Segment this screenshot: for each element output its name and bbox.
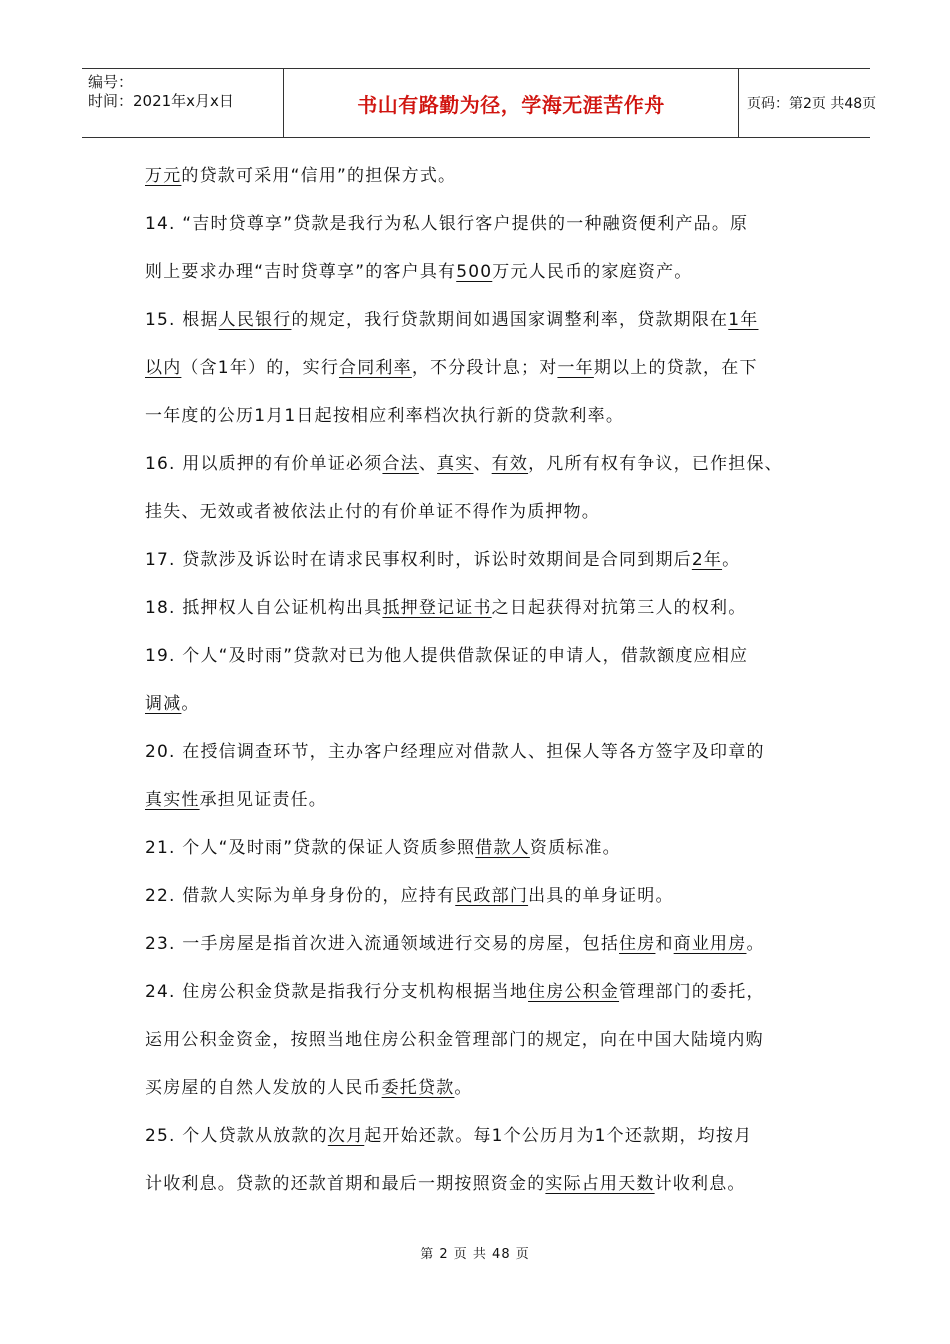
text-segment: 24. 住房公积金贷款是指我行分支机构根据当地 bbox=[145, 982, 529, 1002]
text-segment: 。 bbox=[722, 550, 741, 570]
text-line bbox=[145, 680, 817, 728]
text-line bbox=[145, 200, 817, 248]
text-line bbox=[145, 920, 817, 968]
text-line bbox=[145, 584, 817, 632]
header-motto-cell bbox=[283, 69, 739, 137]
text-segment: 20. 在授信调查环节，主办客户经理应对借款人、担保人等各方签字及印章的 bbox=[145, 742, 765, 762]
text-segment: 14. “吉时贷尊享”贷款是我行为私人银行客户提供的一种融资便利产品。原 bbox=[145, 214, 749, 234]
text-line bbox=[145, 488, 817, 536]
text-segment: 期以上的贷款，在下 bbox=[593, 358, 758, 378]
text-line bbox=[145, 824, 817, 872]
text-line bbox=[145, 968, 817, 1016]
underlined-answer: 1年 bbox=[728, 310, 759, 330]
text-segment: 18. 抵押权人自公证机构出具 bbox=[145, 598, 383, 618]
text-segment: 买房屋的自然人发放的人民币 bbox=[145, 1078, 382, 1098]
text-segment: 。 bbox=[454, 1078, 473, 1098]
text-line bbox=[145, 872, 817, 920]
text-segment: （含1年）的，实行 bbox=[181, 358, 340, 378]
underlined-answer: 真实 bbox=[437, 454, 474, 474]
text-segment: 16. 用以质押的有价单证必须 bbox=[145, 454, 383, 474]
text-line bbox=[145, 536, 817, 584]
text-segment: 的规定，我行贷款期间如遇国家调整利率，贷款期限在 bbox=[291, 310, 729, 330]
text-segment: 出具的单身证明。 bbox=[528, 886, 674, 906]
text-segment: 运用公积金资金，按照当地住房公积金管理部门的规定，向在中国大陆境内购 bbox=[145, 1030, 764, 1050]
text-segment: 计收利息。贷款的还款首期和最后一期按照资金的 bbox=[145, 1174, 546, 1194]
header-page-cell bbox=[739, 69, 877, 137]
text-line bbox=[145, 248, 817, 296]
text-line bbox=[145, 344, 817, 392]
text-segment: 管理部门的委托， bbox=[619, 982, 765, 1002]
underlined-answer: 2年 bbox=[691, 550, 723, 570]
text-segment: 的贷款可采用“信用”的担保方式。 bbox=[181, 166, 457, 186]
underlined-answer: 调减 bbox=[145, 694, 182, 714]
underlined-answer: 委托贷款 bbox=[381, 1078, 455, 1098]
text-segment: 19. 个人“及时雨”贷款对已为他人提供借款保证的申请人，借款额度应相应 bbox=[145, 646, 749, 666]
underlined-answer: 真实性 bbox=[145, 790, 200, 810]
text-line bbox=[145, 728, 817, 776]
underlined-answer: 民政部门 bbox=[455, 886, 529, 906]
text-segment: 一年度的公历1月1日起按相应利率档次执行新的贷款利率。 bbox=[145, 406, 625, 426]
document-date-label: 时间：2021年x月x日 bbox=[88, 92, 234, 110]
text-line bbox=[145, 1112, 817, 1160]
text-segment: 资质标准。 bbox=[529, 838, 621, 858]
text-segment: 23. 一手房屋是指首次进入流通领域进行交易的房屋，包括 bbox=[145, 934, 620, 954]
text-segment: 起开始还款。每1个公历月为1个还款期，均按月 bbox=[364, 1126, 753, 1146]
underlined-answer: 商业用房 bbox=[673, 934, 747, 954]
text-segment: 25. 个人贷款从放款的 bbox=[145, 1126, 328, 1146]
text-line bbox=[145, 1016, 817, 1064]
header-motto: 书山有路勤为径，学海无涯苦作舟 bbox=[357, 92, 665, 117]
text-line bbox=[145, 392, 817, 440]
underlined-answer: 次月 bbox=[327, 1126, 365, 1146]
page-footer: 第 2 页 共 48 页 bbox=[420, 1247, 530, 1262]
header-page-number: 页码：第2页 共48页 bbox=[747, 96, 877, 112]
text-segment: 、 bbox=[418, 454, 438, 474]
text-segment: 则上要求办理“吉时贷尊享”的客户具有 bbox=[145, 262, 457, 282]
underlined-answer: 以内 bbox=[145, 358, 182, 378]
document-header bbox=[82, 68, 877, 138]
text-segment: 。 bbox=[181, 694, 200, 714]
underlined-answer: 住房公积金 bbox=[528, 982, 620, 1002]
underlined-answer: 住房 bbox=[619, 934, 656, 954]
underlined-answer: 500 bbox=[456, 262, 493, 282]
text-segment: 、 bbox=[473, 454, 492, 474]
underlined-answer: 借款人 bbox=[475, 838, 530, 858]
text-line bbox=[145, 440, 817, 488]
text-segment: ，不分段计息；对 bbox=[411, 358, 558, 378]
text-segment: 计收利息。 bbox=[654, 1174, 746, 1194]
underlined-answer: 实际占用天数 bbox=[545, 1174, 655, 1194]
underlined-answer: 一年 bbox=[557, 358, 594, 378]
text-line bbox=[145, 1160, 817, 1208]
underlined-answer: 人民银行 bbox=[218, 310, 292, 330]
text-segment: 15. 根据 bbox=[145, 310, 219, 330]
underlined-answer: 合法 bbox=[382, 454, 419, 474]
text-segment: 挂失、无效或者被依法止付的有价单证不得作为质押物。 bbox=[145, 502, 600, 522]
text-segment: 。 bbox=[746, 934, 765, 954]
text-line bbox=[145, 152, 817, 200]
document-body bbox=[145, 152, 817, 1208]
header-meta-cell bbox=[82, 69, 282, 137]
text-line bbox=[145, 296, 817, 344]
text-segment: 和 bbox=[655, 934, 674, 954]
text-segment: ，凡所有权有争议，已作担保、 bbox=[528, 454, 783, 474]
text-segment: 万元人民币的家庭资产。 bbox=[492, 262, 693, 282]
text-line bbox=[145, 776, 817, 824]
text-segment: 承担见证责任。 bbox=[199, 790, 328, 810]
underlined-answer: 万元 bbox=[145, 166, 182, 186]
document-number-label: 编号： bbox=[88, 73, 134, 91]
text-segment: 之日起获得对抗第三人的权利。 bbox=[491, 598, 747, 618]
underlined-answer: 抵押登记证书 bbox=[382, 598, 492, 618]
underlined-answer: 合同利率 bbox=[339, 358, 412, 378]
text-segment: 17. 贷款涉及诉讼时在请求民事权利时，诉讼时效期间是合同到期后 bbox=[145, 550, 692, 570]
text-line bbox=[145, 1064, 817, 1112]
text-segment: 22. 借款人实际为单身身份的，应持有 bbox=[145, 886, 456, 906]
text-segment: 21. 个人“及时雨”贷款的保证人资质参照 bbox=[145, 838, 476, 858]
underlined-answer: 有效 bbox=[491, 454, 529, 474]
text-line bbox=[145, 632, 817, 680]
